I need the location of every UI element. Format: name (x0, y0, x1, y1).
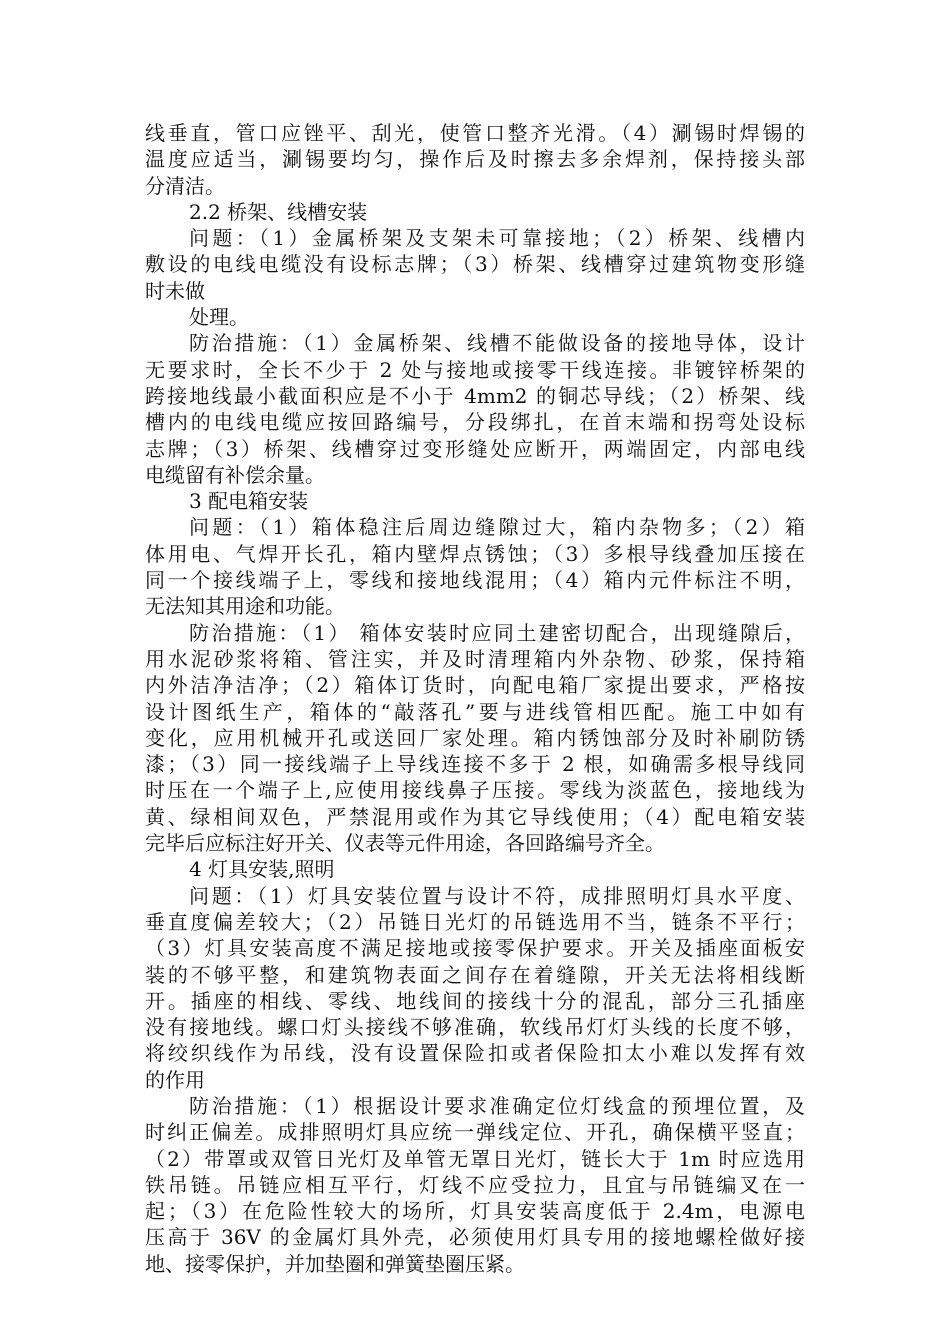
text-line: 装的不够平整，和建筑物表面之间存在着缝隙，开关无法将相线断 (145, 962, 805, 987)
text-line: 防治措施：（1）金属桥架、线槽不能做设备的接地导体，设计 (189, 331, 805, 356)
text-line: 漆；（3）同一接线端子上导线连接不多于 2 根，如确需多根导线同 (145, 752, 805, 777)
text-line: 敷设的电线电缆没有设标志牌；（3）桥架、线槽穿过建筑物变形缝 (145, 252, 805, 277)
text-line: 分清洁。 (145, 173, 225, 198)
body-text (145, 120, 805, 1277)
text-line: 铁吊链。吊链应相互平行，灯线不应受拉力，且宜与吊链编叉在一 (145, 1172, 805, 1197)
text-line: 问题：（1）灯具安装位置与设计不符，成排照明灯具水平度、 (189, 883, 805, 908)
text-line: 完毕后应标注好开关、仪表等元件用途，各回路编号齐全。 (145, 831, 665, 856)
text-line: 无要求时，全长不少于 2 处与接地或接零干线连接。非镀锌桥架的 (145, 357, 805, 382)
text-line: 压高于 36V 的金属灯具外壳，必须使用灯具专用的接地螺栓做好接 (145, 1225, 805, 1250)
section-heading: 3 配电箱安装 (189, 489, 309, 514)
text-line: 温度应适当，涮锡要均匀，操作后及时擦去多余焊剂，保持接头部 (145, 147, 805, 172)
text-line: 将绞织线作为吊线，没有设置保险扣或者保险扣太小难以发挥有效 (145, 1041, 805, 1066)
text-line: 黄、绿相间双色，严禁混用或作为其它导线使用；（4）配电箱安装 (145, 804, 805, 829)
text-line: 问题：（1）金属桥架及支架未可靠接地；（2）桥架、线槽内 (189, 226, 805, 251)
text-line: （3）灯具安装高度不满足接地或接零保护要求。开关及插座面板安 (145, 936, 805, 961)
text-line: 地、接零保护，并加垫圈和弹簧垫圈压紧。 (145, 1251, 525, 1276)
text-line: 槽内的电线电缆应按回路编号，分段绑扎，在首末端和拐弯处设标 (145, 410, 805, 435)
section-heading: 2.2 桥架、线槽安装 (189, 199, 368, 224)
text-line: 内外洁净洁净；（2）箱体订货时，向配电箱厂家提出要求，严格按 (145, 673, 805, 698)
text-line: 时未做 (145, 278, 205, 303)
text-line: 开。插座的相线、零线、地线间的接线十分的混乱，部分三孔插座 (145, 988, 805, 1013)
text-line: 志牌；（3）桥架、线槽穿过变形缝处应断开，两端固定，内部电线 (145, 436, 805, 461)
text-line: 防治措施：（1） 箱体安装时应同土建密切配合，出现缝隙后， (189, 620, 805, 645)
text-line: 用水泥砂浆将箱、管注实，并及时清理箱内外杂物、砂浆，保持箱 (145, 646, 805, 671)
text-line: 同一个接线端子上，零线和接地线混用；（4）箱内元件标注不明， (145, 568, 805, 593)
text-line: 的作用 (145, 1067, 205, 1092)
text-line: 线垂直，管口应锉平、刮光，使管口整齐光滑。（4）涮锡时焊锡的 (145, 121, 805, 145)
section-heading: 4 灯具安装,照明 (189, 857, 335, 882)
text-line: 没有接地线。螺口灯头接线不够准确，软线吊灯灯头线的长度不够， (145, 1015, 805, 1040)
text-line: 跨接地线最小截面积应是不小于 4mm2 的铜芯导线；（2）桥架、线 (145, 383, 805, 408)
text-line: 电缆留有补偿余量。 (145, 462, 325, 487)
text-line: 时压在一个端子上,应使用接线鼻子压接。零线为淡蓝色，接地线为 (145, 778, 805, 803)
text-line: 体用电、气焊开长孔，箱内壁焊点锈蚀；（3）多根导线叠加压接在 (145, 541, 805, 566)
text-line: 无法知其用途和功能。 (145, 594, 345, 619)
text-line: 起；（3）在危险性较大的场所，灯具安装高度低于 2.4m，电源电 (145, 1199, 805, 1224)
text-line: 垂直度偏差较大；（2）吊链日光灯的吊链选用不当，链条不平行； (145, 909, 805, 934)
text-line: 防治措施：（1）根据设计要求准确定位灯线盒的预埋位置，及 (189, 1093, 805, 1118)
text-line: （2）带罩或双管日光灯及单管无罩日光灯，链长大于 1m 时应选用 (145, 1146, 805, 1171)
text-line: 设计图纸生产，箱体的“敲落孔”要与进线管相匹配。施工中如有 (145, 699, 805, 724)
text-line: 时纠正偏差。成排照明灯具应统一弹线定位、开孔，确保横平竖直； (145, 1120, 805, 1145)
text-line: 变化，应用机械开孔或送回厂家处理。箱内锈蚀部分及时补刷防锈 (145, 725, 805, 750)
text-line: 问题：（1）箱体稳注后周边缝隙过大，箱内杂物多；（2）箱 (189, 515, 805, 540)
section-heading: 处理。 (189, 305, 249, 330)
